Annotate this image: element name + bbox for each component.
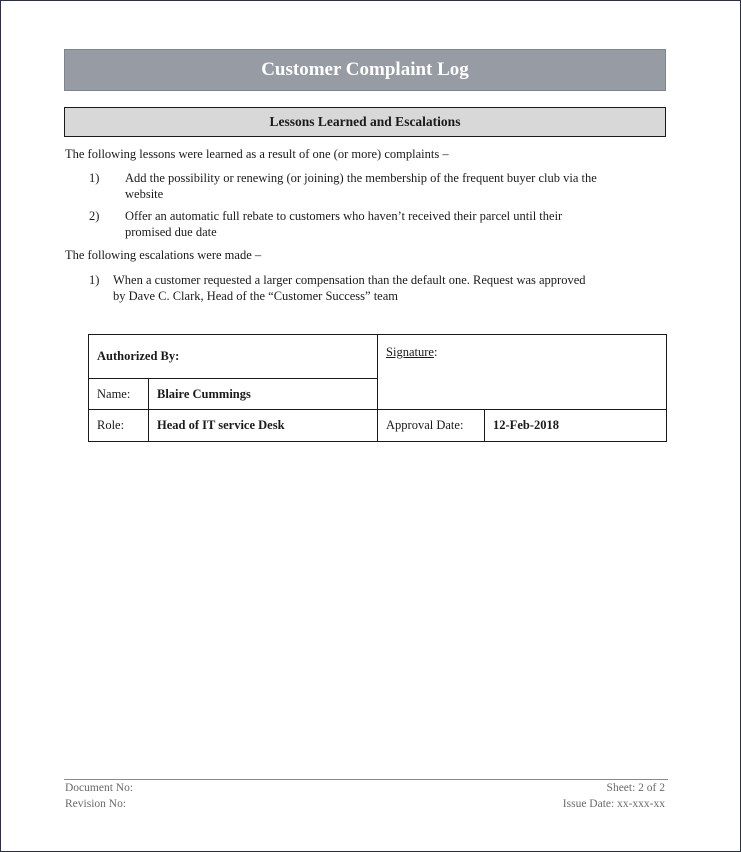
list-number: 1) bbox=[89, 171, 100, 185]
footer-issue-date: Issue Date: xx-xxx-xx bbox=[562, 798, 665, 810]
escalations-intro: The following escalations were made – bbox=[65, 248, 262, 262]
list-number: 1) bbox=[89, 273, 100, 287]
name-label: Name: bbox=[89, 379, 149, 410]
list-number: 2) bbox=[89, 209, 100, 223]
lesson-item bbox=[89, 170, 669, 202]
list-text bbox=[113, 272, 586, 304]
approval-date-label: Approval Date: bbox=[378, 410, 485, 442]
escalation-text-line: by Dave C. Clark, Head of the “Customer Success” team bbox=[113, 289, 398, 303]
escalation-item bbox=[89, 272, 669, 304]
footer-divider bbox=[64, 779, 668, 780]
document-title: Customer Complaint Log bbox=[64, 49, 666, 91]
role-value: Head of IT service Desk bbox=[149, 410, 378, 442]
lesson-text-line: Offer an automatic full rebate to customers who haven’t received their parcel until their bbox=[125, 209, 563, 223]
lesson-text-line: Add the possibility or renewing (or joining) the membership of the frequent buyer club via the bbox=[125, 171, 597, 185]
lesson-text-line: promised due date bbox=[125, 225, 217, 239]
name-value: Blaire Cummings bbox=[149, 379, 378, 410]
list-text bbox=[125, 208, 562, 240]
role-label: Role: bbox=[89, 410, 149, 442]
footer-sheet: Sheet: 2 of 2 bbox=[606, 782, 665, 794]
signature-colon: : bbox=[433, 345, 438, 359]
lesson-item bbox=[89, 208, 669, 240]
lessons-intro: The following lessons were learned as a result of one (or more) complaints – bbox=[65, 147, 449, 161]
escalation-text-line: When a customer requested a larger compensation than the default one. Request was approved bbox=[113, 273, 586, 287]
footer-revision-no: Revision No: bbox=[65, 798, 127, 810]
approval-date-value: 12-Feb-2018 bbox=[485, 410, 667, 442]
list-text bbox=[125, 170, 597, 202]
footer-document-no: Document No: bbox=[65, 782, 134, 794]
signature-label: Signature bbox=[386, 345, 434, 359]
authorization-table bbox=[88, 334, 667, 442]
authorized-by-label: Authorized By: bbox=[89, 335, 378, 379]
signature-cell[interactable] bbox=[378, 335, 667, 410]
section-heading: Lessons Learned and Escalations bbox=[64, 107, 666, 137]
lesson-text-line: website bbox=[125, 187, 164, 201]
